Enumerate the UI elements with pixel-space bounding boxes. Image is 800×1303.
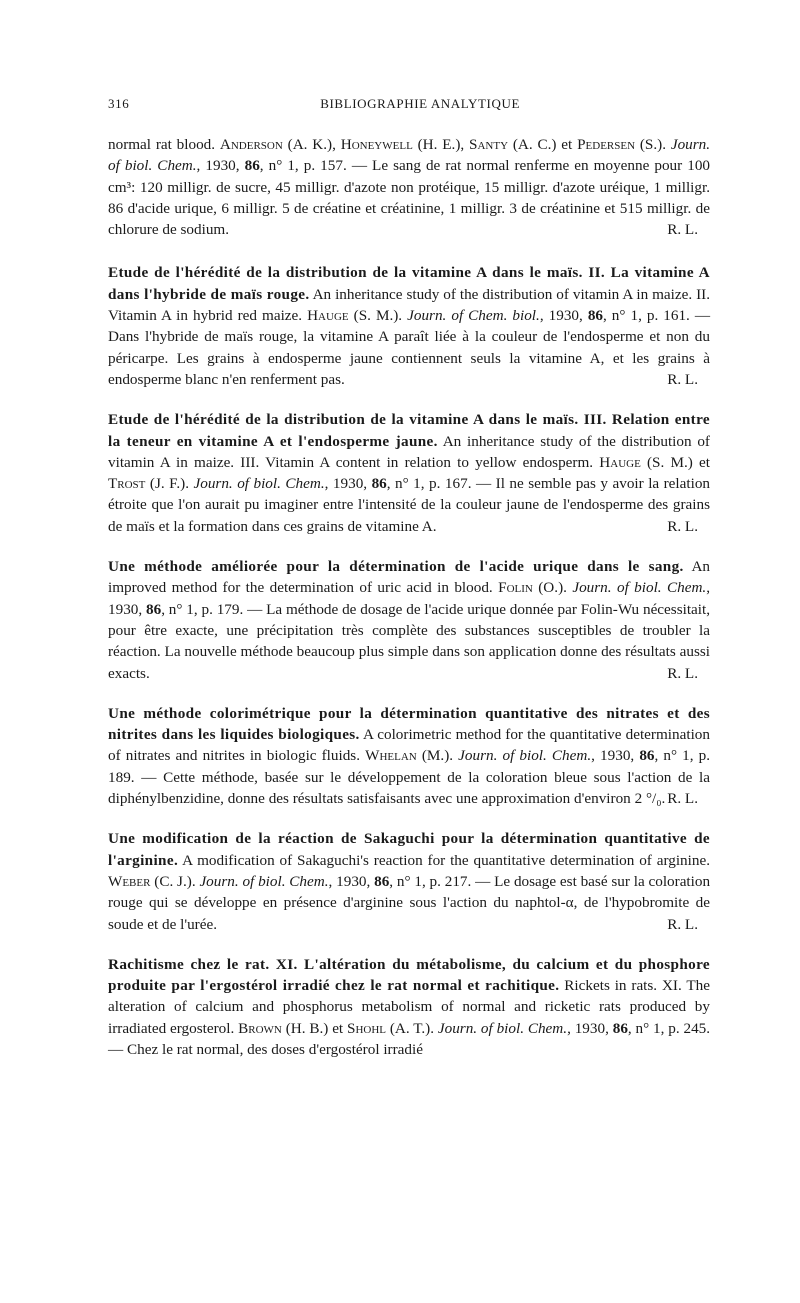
citation-volume: 86 [371, 475, 387, 493]
journal-name: Journ. of biol. Chem. [572, 579, 707, 597]
author-name: Shohl [347, 1019, 386, 1037]
entry-title: Une méthode améliorée pour la détermination de l'acide urique dans le sang. [108, 558, 684, 576]
citation-volume: 86 [146, 600, 162, 618]
citation-year: , 1930, [108, 579, 711, 618]
citation-volume: 86 [612, 1019, 628, 1037]
author-initials: (M.). [421, 747, 454, 765]
reviewer-signature: R. L. [667, 370, 698, 388]
author-name: Folin [498, 579, 533, 597]
author-separator: , [460, 136, 470, 153]
citation-issue: , n° 1, p. 189. [108, 747, 711, 786]
journal-name: Journ. of biol. Chem. [458, 747, 592, 765]
citation-volume: 86 [639, 747, 655, 765]
english-title: Rickets in rats. XI. The alteration of calcium and phosphorus metabolism of normal and ricketic rats produced by irradiated ergosterol. [108, 977, 710, 1037]
citation-volume: 86 [587, 307, 603, 325]
author-name: Anderson [219, 136, 283, 153]
entry-summary: — Le dosage est basé sur la coloration rouge qui se développe en présence d'arginine sous l'action du naphtol-α, de l'hypobromite de soude et de l'urée. [108, 872, 711, 933]
author-name: Hauge [599, 453, 641, 471]
author-initials: (O.). [538, 579, 567, 597]
citation-year: , 1930, [539, 307, 588, 325]
page-number: 316 [108, 96, 130, 111]
citation-volume: 86 [244, 157, 260, 175]
english-title: A colorimetric method for the quantitative determination of nitrates and nitrites in biologic fluids. [108, 726, 710, 765]
entry-title: Une modification de la réaction de Sakaguchi pour la détermination quantitative de l'arginine. [108, 830, 710, 869]
journal-name: Journ. of biol. Chem. [199, 872, 329, 890]
citation-year: , 1930, [591, 747, 640, 765]
author-separator: et [692, 453, 710, 471]
bibliography-entry [108, 954, 710, 1060]
author-initials: (A. T.). [389, 1019, 435, 1037]
reviewer-signature: R. L. [667, 517, 698, 535]
bibliography-entry [108, 556, 710, 684]
bibliography-entry [108, 134, 710, 240]
page [108, 96, 710, 1079]
author-initials: (J. F.). [149, 475, 190, 493]
author-separator: , [332, 136, 341, 153]
citation-issue: , n° 1, p. 179. [161, 600, 244, 618]
bibliography-entry [108, 703, 710, 809]
reviewer-signature: R. L. [667, 664, 698, 682]
reviewer-signature: R. L. [667, 915, 698, 933]
author-initials: (S.). [639, 136, 667, 153]
running-head [108, 96, 710, 112]
citation-issue: , n° 1, p. 217. [389, 872, 472, 890]
entry-summary: — Cette méthode, basée sur le développement de la coloration bleue sous l'action de la diphénylbenzidine, donne des résultats satisfaisants avec une approximation d'environ 2 °/₀. [108, 768, 710, 808]
author-name: Trost [108, 475, 146, 493]
author-name: Brown [238, 1019, 282, 1037]
author-separator: et [328, 1019, 347, 1037]
english-title: A modification of Sakaguchi's reaction for the quantitative determination of arginine. [182, 851, 710, 869]
citation-volume: 86 [374, 872, 390, 890]
entry-title: Une méthode colorimétrique pour la détermination quantitative des nitrates et des nitrites dans les liquides biologiques. [108, 704, 710, 744]
entry-summary: — Dans l'hybride de maïs rouge, la vitamine A paraît liée à la couleur de l'endosperme et non du péricarpe. Les grains à endosperme jaune contiennent seuls la vitamine A, et les grains à endosperme blanc n'en renferment pas. [108, 307, 711, 388]
entry-summary: — La méthode de dosage de l'acide urique donnée par Folin-Wu nécessitait, pour être exacte, une précipitation très complète des substances susceptibles de troubler la réaction. La nouvelle méthode beaucoup plus simple dans son application donne des résultats aussi exacts. [108, 600, 711, 682]
author-initials: (H. B.) [285, 1019, 329, 1037]
citation-year: , 1930, [324, 475, 372, 493]
author-initials: (A. C.) [512, 136, 557, 153]
author-initials: (C. J.). [154, 872, 196, 890]
english-title: An inheritance study of the distribution of vitamin A in maize. III. Vitamin A content in relation to yellow endosperm. [108, 432, 710, 471]
citation-issue: , n° 1, p. 161. [603, 307, 690, 325]
english-title: An improved method for the determination of uric acid in blood. [108, 558, 710, 597]
bibliography-entry [108, 828, 710, 934]
citation-issue: , n° 1, p. 157. [259, 157, 347, 175]
entry-summary: — Chez le rat normal, des doses d'ergostérol irradié [108, 1040, 423, 1058]
author-name: Hauge [307, 307, 349, 325]
running-title: BIBLIOGRAPHIE ANALYTIQUE [320, 96, 520, 111]
journal-name: Journ. of biol. Chem. [108, 136, 711, 175]
citation-year: , 1930, [567, 1019, 613, 1037]
reviewer-signature: R. L. [667, 790, 698, 808]
author-name: Pedersen [577, 136, 636, 153]
journal-name: Journ. of biol. Chem. [437, 1019, 568, 1037]
citation-issue: , n° 1, p. 167. [386, 475, 472, 493]
citation-year: , 1930, [196, 157, 245, 175]
author-name: Whelan [365, 747, 417, 765]
reviewer-signature: R. L. [667, 221, 698, 239]
author-initials: (H. E.) [417, 136, 461, 153]
entry-summary: — Il ne semble pas y avoir la relation étroite que l'on aurait pu imaginer entre l'intensité de la couleur jaune de l'endosperme des grains de maïs et la formation dans ces grains de vitamine A. [108, 475, 711, 535]
entry-title: Rachitisme chez le rat. XI. L'altération du métabolisme, du calcium et du phosphore produite par l'ergostérol irradié chez le rat normal et rachitique. [108, 955, 710, 995]
author-name: Honeywell [340, 136, 413, 153]
bibliography-entries [108, 134, 710, 1060]
author-separator: et [556, 136, 578, 153]
bibliography-entry [108, 409, 710, 537]
author-initials: (S. M.) [647, 453, 693, 471]
author-initials: (A. K.) [287, 136, 333, 153]
author-name: Weber [108, 872, 151, 890]
entry-summary: — Le sang de rat normal renferme en moyenne pour 100 cm³: 120 milligr. de sucre, 45 milligr. d'azote non protéique, 15 milligr. d'azote uréique, 1 milligr. 86 d'acide urique, 6 milligr. 5 de créatine et créatinine, 1 milligr. 3 de créatinine et 515 milligr. de chlorure de sodium. [108, 157, 711, 239]
entry-title: Etude de l'hérédité de la distribution de la vitamine A dans le maïs. III. Relation entre la teneur en vitamine A et l'endosperme jaune. [108, 411, 710, 450]
entry-title: Etude de l'hérédité de la distribution de la vitamine A dans le maïs. II. La vitamine A dans l'hybride de maïs rouge. [108, 264, 710, 303]
author-initials: (S. M.). [353, 307, 403, 325]
journal-name: Journ. of Chem. biol. [407, 307, 540, 325]
citation-year: , 1930, [328, 872, 375, 890]
citation-issue: , n° 1, p. 245. [627, 1019, 711, 1037]
continued-text: normal rat blood. [108, 136, 216, 153]
english-title: An inheritance study of the distribution of vitamin A in maize. II. Vitamin A in hybrid red maize. [108, 285, 710, 325]
journal-name: Journ. of biol. Chem. [193, 475, 325, 493]
author-name: Santy [469, 136, 509, 153]
bibliography-entry [108, 262, 710, 390]
